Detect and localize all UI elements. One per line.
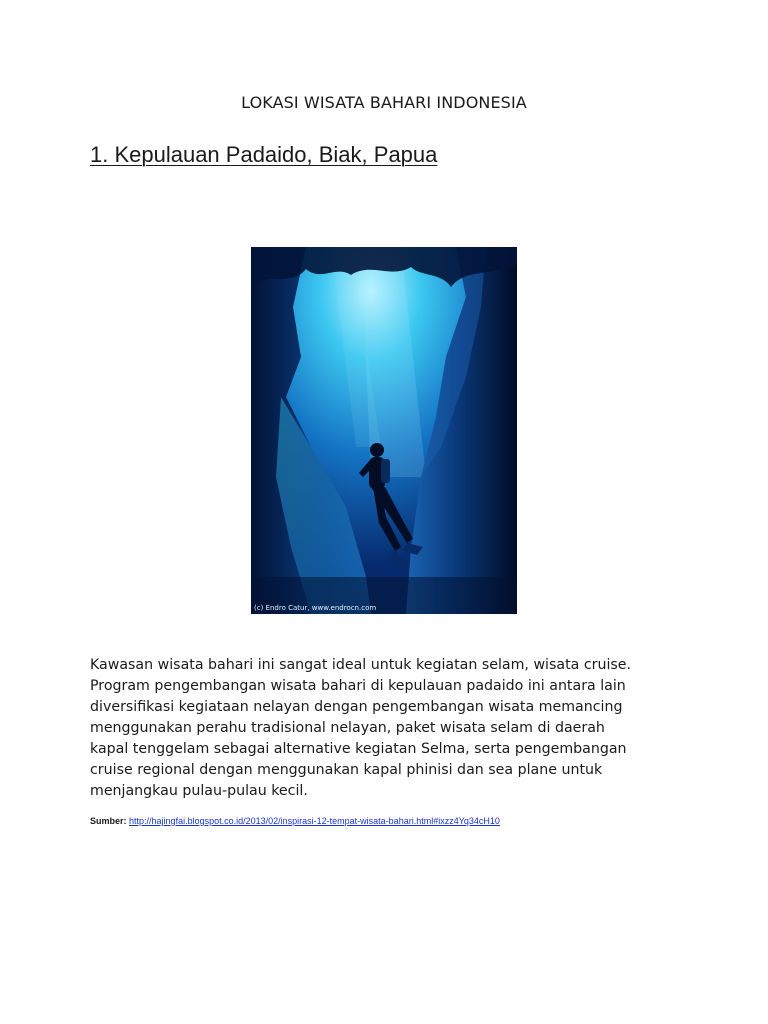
body-line: menggunakan perahu tradisional nelayan, paket wisata selam di daerah — [90, 720, 605, 736]
source-citation — [90, 816, 500, 826]
source-label: Sumber: — [90, 816, 127, 826]
source-link[interactable]: http://hajingfai.blogspot.co.id/2013/02/inspirasi-12-tempat-wisata-bahari.html#ixzz4Yq34cH10 — [129, 816, 500, 826]
section-heading: 1. Kepulauan Padaido, Biak, Papua — [90, 142, 438, 167]
body-line: Kawasan wisata bahari ini sangat ideal untuk kegiatan selam, wisata cruise. — [90, 657, 632, 673]
body-line: diversifikasi kegiataan nelayan dengan pengembangan wisata memancing — [90, 699, 623, 715]
body-line: kapal tenggelam sebagai alternative kegiatan Selma, serta pengembangan — [90, 741, 627, 757]
document-title: LOKASI WISATA BAHARI INDONESIA — [241, 93, 527, 112]
body-line: cruise regional dengan menggunakan kapal phinisi dan sea plane untuk — [90, 762, 603, 778]
photo-illustration — [251, 247, 517, 614]
body-line: menjangkau pulau-pulau kecil. — [90, 783, 308, 799]
body-paragraph — [90, 655, 680, 802]
underwater-diver-photo — [251, 247, 517, 614]
photo-credit: (c) Endro Catur, www.endrocn.com — [254, 604, 377, 612]
body-line: Program pengembangan wisata bahari di kepulauan padaido ini antara lain — [90, 678, 626, 694]
